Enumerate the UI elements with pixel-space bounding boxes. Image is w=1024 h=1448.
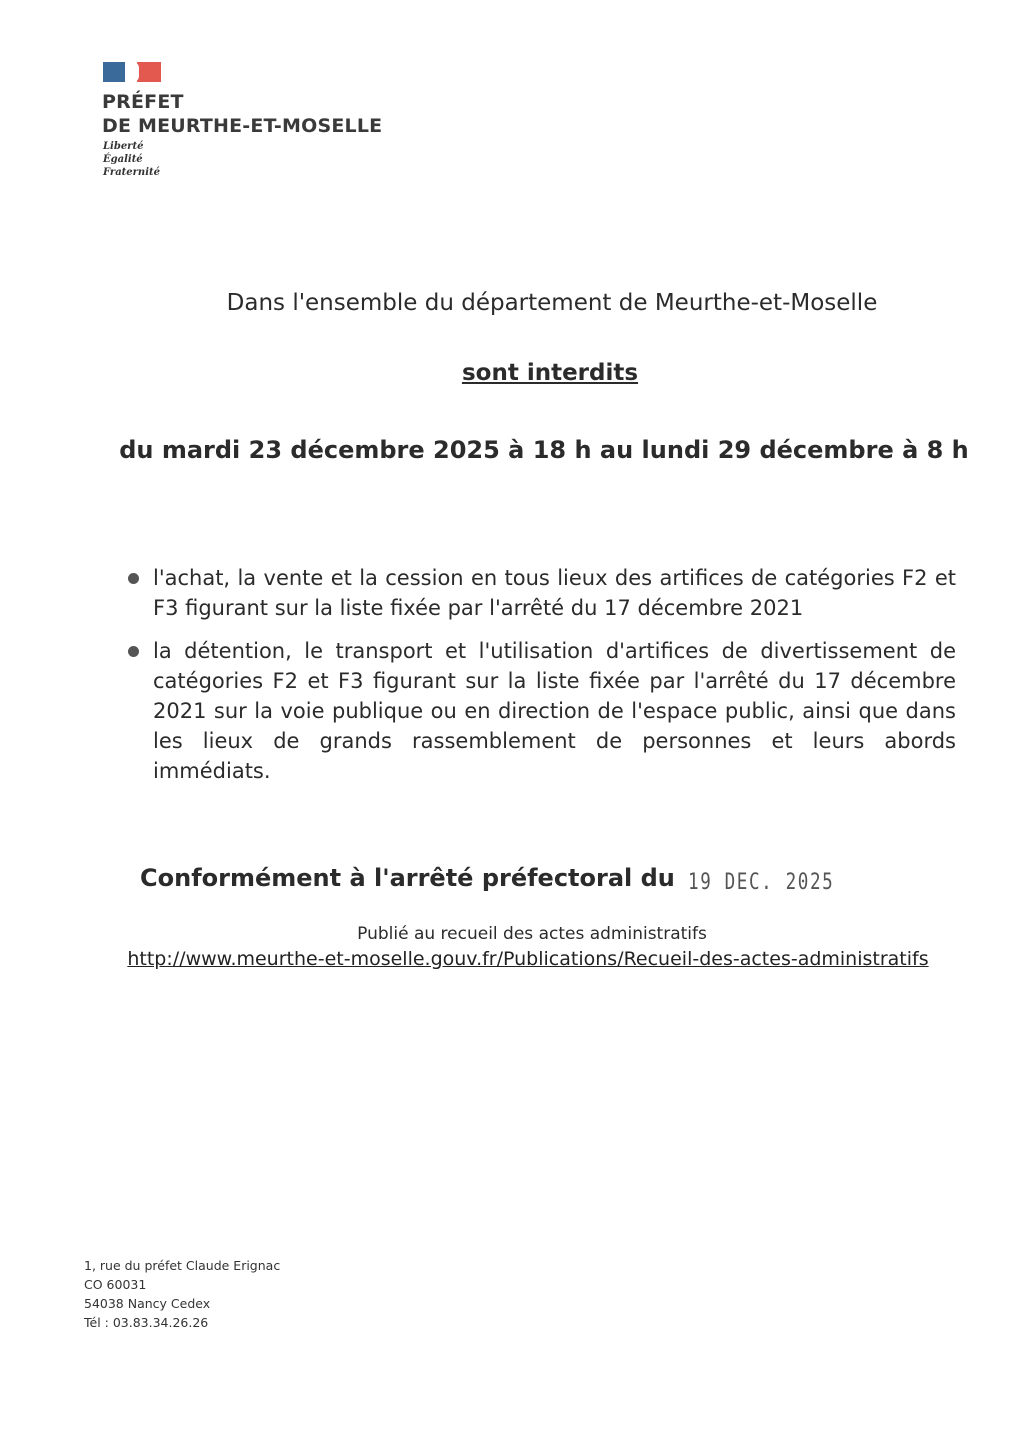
bullet-icon (128, 646, 139, 657)
republic-motto (103, 140, 160, 179)
org-line-2: DE MEURTHE-ET-MOSELLE (102, 115, 383, 137)
footer-co: CO 60031 (84, 1277, 147, 1292)
date-stamp: 19 DEC. 2025 (688, 870, 835, 895)
recueil-link[interactable]: http://www.meurthe-et-moselle.gouv.fr/Publications/Recueil-des-actes-administratifs (127, 948, 929, 970)
intro-text: Dans l'ensemble du département de Meurthe-et-Moselle (226, 290, 878, 316)
list-item (124, 636, 956, 786)
list-item (124, 563, 956, 623)
ban-period: du mardi 23 décembre 2025 à 18 h au lundi 29 décembre à 8 h (119, 436, 969, 464)
motto-fraternite: Fraternité (103, 167, 160, 178)
motto-egalite: Égalité (103, 154, 143, 165)
prohibitions-list (124, 563, 956, 799)
footer-street: 1, rue du préfet Claude Erignac (84, 1258, 281, 1273)
org-line-1: PRÉFET (102, 91, 184, 113)
banned-heading: sont interdits (461, 360, 639, 386)
footer-city: 54038 Nancy Cedex (84, 1296, 211, 1311)
published-note: Publié au recueil des actes administratifs (357, 924, 707, 944)
conformity-text: Conformément à l'arrêté préfectoral du (140, 864, 675, 892)
marianne-flag-logo (103, 62, 161, 82)
list-item-text: l'achat, la vente et la cession en tous lieux des artifices de catégories F2 et F3 figurant sur la liste fixée par l'arrêté du 17 décembre 2021 (153, 566, 956, 620)
prefecture-name (102, 90, 382, 138)
footer-address (84, 1256, 280, 1332)
footer-phone: Tél : 03.83.34.26.26 (84, 1315, 209, 1330)
bullet-icon (128, 573, 139, 584)
list-item-text: la détention, le transport et l'utilisation d'artifices de divertissement de catégories F2 et F3 figurant sur la liste fixée par l'arrêté du 17 décembre 2021 sur la voie publique ou en direction de l'espace public, ainsi que dans les lieux de grands rassemblement de personnes et leurs abords immédiats. (153, 639, 956, 783)
motto-liberte: Liberté (103, 141, 144, 152)
